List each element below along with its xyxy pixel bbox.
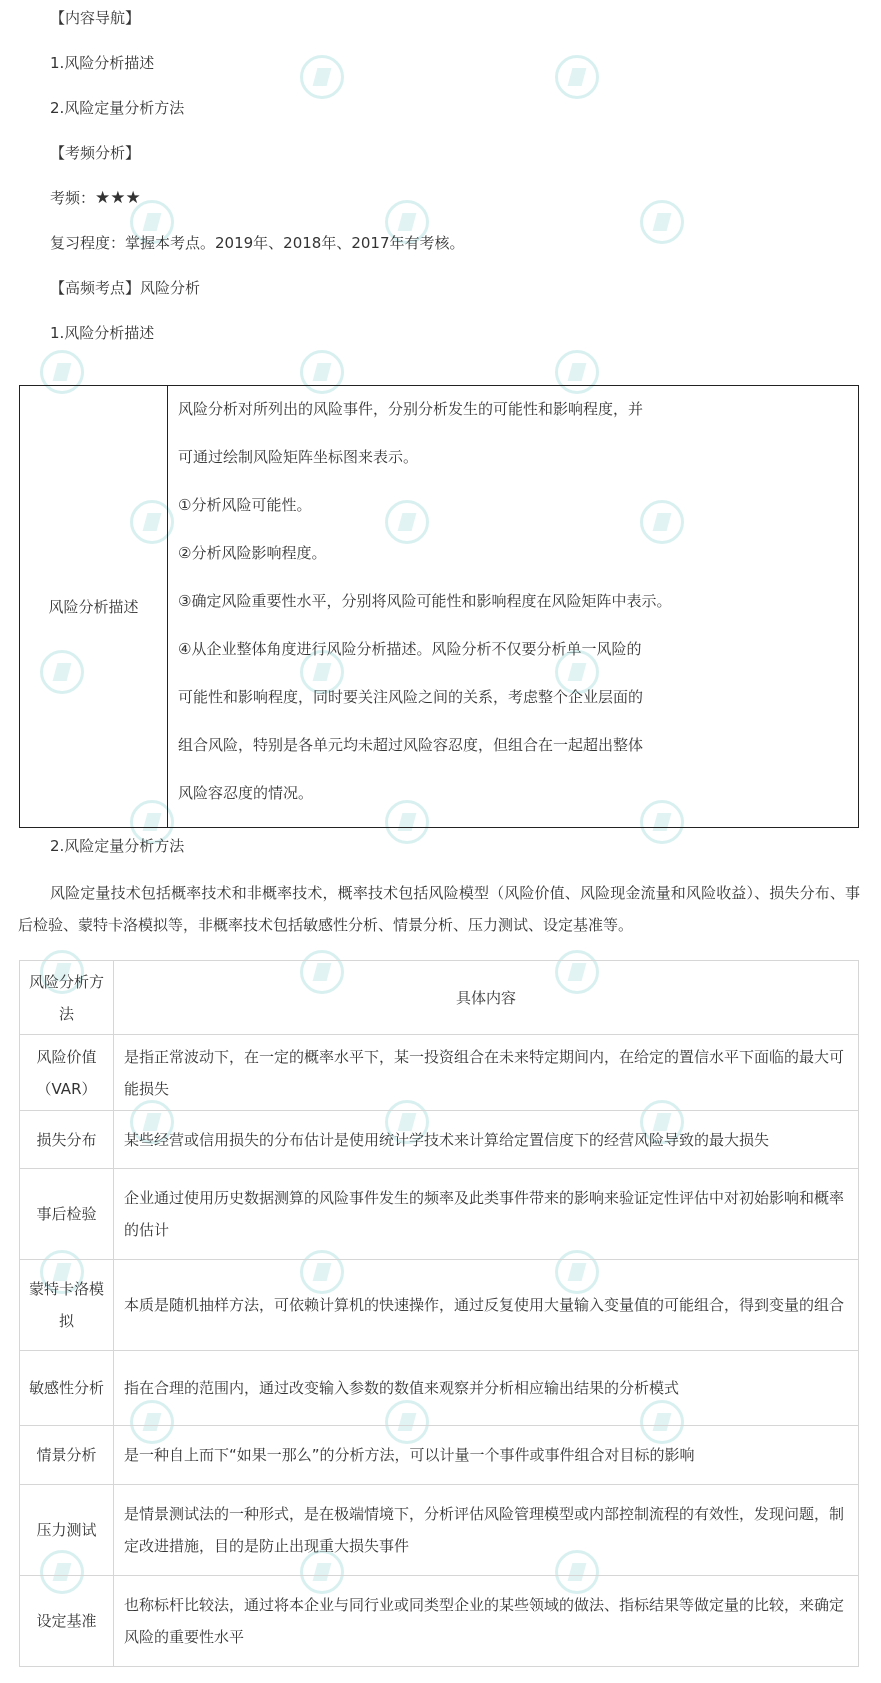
method-cell: 压力测试 xyxy=(20,1485,114,1576)
section2-title: 2.风险定量分析方法 xyxy=(50,837,185,855)
content-cell: 是情景测试法的一种形式，是在极端情境下，分析评估风险管理模型或内部控制流程的有效性，发现问题，制定改进措施，目的是防止出现重大损失事件 xyxy=(114,1485,859,1576)
header-method: 风险分析方法 xyxy=(20,961,114,1035)
content-cell: 指在合理的范围内，通过改变输入参数的数值来观察并分析相应输出结果的分析模式 xyxy=(114,1351,859,1426)
content-cell: 企业通过使用历史数据测算的风险事件发生的频率及此类事件带来的影响来验证定性评估中对初始影响和概率的估计 xyxy=(114,1169,859,1260)
table1-line: 可能性和影响程度，同时要关注风险之间的关系，考虑整个企业层面的 xyxy=(178,688,644,706)
content-cell: 也称标杆比较法，通过将本企业与同行业或同类型企业的某些领域的做法、指标结果等做定量的比较，来确定风险的重要性水平 xyxy=(114,1576,859,1667)
watermark-logo-icon xyxy=(640,200,684,244)
table1-content-cell xyxy=(168,386,858,827)
table1-line: 可通过绘制风险矩阵坐标图来表示。 xyxy=(178,448,419,466)
table-row xyxy=(20,1485,859,1576)
freq-rating xyxy=(50,188,141,208)
risk-analysis-description-table xyxy=(19,385,859,828)
nav-item-2: 2.风险定量分析方法 xyxy=(50,99,185,117)
table1-label: 风险分析描述 xyxy=(48,598,139,616)
table-row xyxy=(20,1260,859,1351)
table1-line: ④从企业整体角度进行风险分析描述。风险分析不仅要分析单一风险的 xyxy=(178,640,642,658)
watermark-logo-icon xyxy=(300,55,344,99)
table1-line: 风险分析对所列出的风险事件，分别分析发生的可能性和影响程度，并 xyxy=(178,400,644,418)
table-row xyxy=(20,1426,859,1485)
nav-heading: 【内容导航】 xyxy=(50,9,141,27)
content-cell: 某些经营或信用损失的分布估计是使用统计学技术来计算给定置信度下的经营风险导致的最大损失 xyxy=(114,1111,859,1169)
table-row xyxy=(20,1351,859,1426)
nav-item-1: 1.风险分析描述 xyxy=(50,54,155,72)
table-row xyxy=(20,1035,859,1111)
content-cell: 是指正常波动下，在一定的概率水平下，某一投资组合在未来特定期间内，在给定的置信水平下面临的最大可能损失 xyxy=(114,1035,859,1111)
table1-line: ②分析风险影响程度。 xyxy=(178,544,327,562)
table-row xyxy=(20,1576,859,1667)
table1-line: 组合风险，特别是各单元均未超过风险容忍度，但组合在一起超出整体 xyxy=(178,736,644,754)
method-cell: 损失分布 xyxy=(20,1111,114,1169)
intro-paragraph: 风险定量技术包括概率技术和非概率技术，概率技术包括风险模型（风险价值、风险现金流量和风险收益）、损失分布、事后检验、蒙特卡洛模拟等，非概率技术包括敏感性分析、情景分析、压力测试、设定基准等。 xyxy=(18,884,860,934)
quantitative-methods-table xyxy=(19,960,859,1667)
table1-line: ①分析风险可能性。 xyxy=(178,496,312,514)
topic-heading: 【高频考点】风险分析 xyxy=(50,279,201,297)
table1-line: 风险容忍度的情况。 xyxy=(178,784,314,802)
method-cell: 情景分析 xyxy=(20,1426,114,1485)
content-cell: 本质是随机抽样方法，可依赖计算机的快速操作，通过反复使用大量输入变量值的可能组合，得到变量的组合 xyxy=(114,1260,859,1351)
table1-line: ③确定风险重要性水平，分别将风险可能性和影响程度在风险矩阵中表示。 xyxy=(178,592,672,610)
table-row xyxy=(20,1169,859,1260)
method-cell: 事后检验 xyxy=(20,1169,114,1260)
star-rating: ★★★ xyxy=(95,188,141,208)
method-cell: 风险价值（VAR） xyxy=(20,1035,114,1111)
method-cell: 敏感性分析 xyxy=(20,1351,114,1426)
watermark-logo-icon xyxy=(555,55,599,99)
freq-rating-label: 考频： xyxy=(50,189,96,207)
table-header-row xyxy=(20,961,859,1035)
content-cell: 是一种自上而下“如果一那么”的分析方法，可以计量一个事件或事件组合对目标的影响 xyxy=(114,1426,859,1485)
header-content: 具体内容 xyxy=(114,961,859,1035)
review-level: 复习程度：掌握本考点。2019年、2018年、2017年有考核。 xyxy=(50,234,465,252)
table1-label-cell xyxy=(20,386,168,827)
section1-title: 1.风险分析描述 xyxy=(50,324,155,342)
method-cell: 设定基准 xyxy=(20,1576,114,1667)
method-cell: 蒙特卡洛模拟 xyxy=(20,1260,114,1351)
table-row xyxy=(20,1111,859,1169)
freq-heading: 【考频分析】 xyxy=(50,144,141,162)
